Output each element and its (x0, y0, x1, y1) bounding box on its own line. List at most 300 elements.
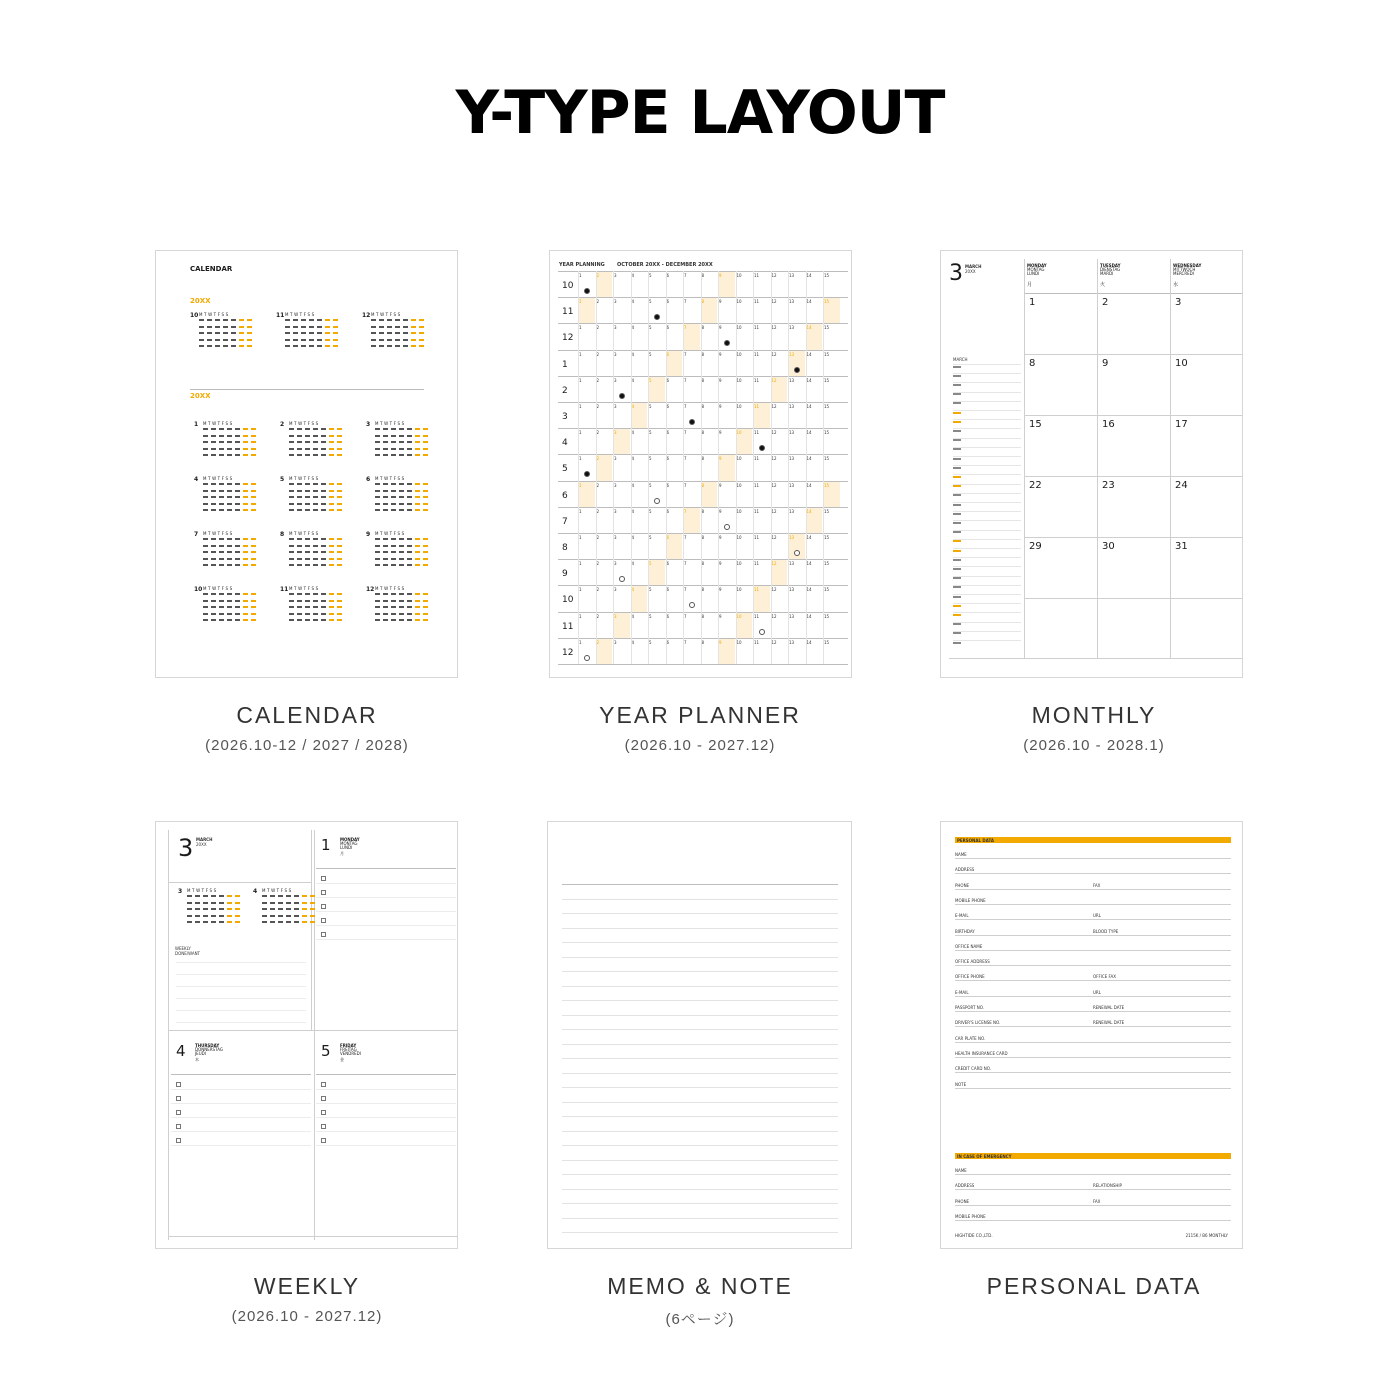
monthly-side-day (953, 550, 961, 552)
planner-month: 8 (562, 543, 568, 553)
weekly-task-line (316, 939, 456, 940)
planner-cell-num: 5 (649, 613, 652, 619)
mini-month-b-day (313, 538, 318, 540)
planner-col-line (683, 323, 684, 349)
mini-month-b-week (375, 538, 431, 540)
planner-col-line (596, 612, 597, 638)
mini-month-b-day (423, 613, 428, 615)
mini-month-b-day (407, 441, 412, 443)
planner-cell-num: 10 (736, 561, 742, 567)
mini-month-b-week (203, 435, 259, 437)
planner-cell-num: 4 (631, 325, 635, 331)
monthly-day-alt1: MITTWOCH (1173, 267, 1196, 272)
mini-month-b-day (329, 435, 334, 437)
mini-month-a-day (239, 339, 244, 341)
memo-line (562, 1131, 838, 1132)
calendar-year-b: 20XX (190, 392, 211, 400)
planner-cell-num: 2 (596, 273, 600, 278)
mini-month-a-week (285, 326, 341, 328)
mini-month-b-day (337, 448, 342, 450)
mini-month-b-day (305, 490, 310, 492)
weekly-mini-month-day (227, 895, 232, 897)
planner-col-line (613, 402, 614, 428)
planner-moon-dot (724, 524, 730, 530)
planner-cell-num: 3 (614, 508, 617, 514)
monthly-side-line (953, 576, 1021, 577)
mini-month-a-day (231, 345, 236, 347)
mini-month-a-day (395, 339, 400, 341)
mini-month-b-day (383, 564, 388, 566)
mini-month-b-day (211, 619, 216, 621)
mini-month-b-day (337, 490, 342, 492)
mini-month-b-day (251, 545, 256, 547)
planner-cell-num: 7 (684, 639, 687, 645)
mini-month-b-day (297, 558, 302, 560)
mini-month-b-day (329, 454, 334, 456)
mini-month-b-label: 8 (280, 531, 285, 538)
planner-cell-num: 12 (771, 273, 777, 278)
mini-month-b-day (391, 551, 396, 553)
weekly-mini-month-day (270, 902, 275, 904)
year-planner-page-preview (549, 250, 852, 678)
mini-month-a-day (293, 339, 298, 341)
mini-month-b-day (423, 483, 428, 485)
weekly-day-num: 1 (321, 836, 331, 854)
planner-col-line (753, 428, 754, 454)
mini-month-b-day (391, 564, 396, 566)
memo-line (562, 1029, 838, 1030)
mini-month-b-day (337, 509, 342, 511)
planner-cell-num: 12 (771, 325, 777, 331)
mini-month-b-day (203, 606, 208, 608)
mini-month-b-day (375, 448, 380, 450)
planner-col-line (718, 454, 719, 480)
planner-cell-num: 7 (684, 482, 687, 488)
mini-month-a-day (301, 319, 306, 321)
weekly-mini-month-day (286, 915, 291, 917)
mini-month-b-day (297, 564, 302, 566)
monthly-date: 15 (1029, 419, 1042, 430)
mini-month-b-week (375, 545, 431, 547)
planner-col-line (666, 507, 667, 533)
mini-month-a-day (301, 326, 306, 328)
mini-month-b-day (383, 435, 388, 437)
monthly-side-line (953, 594, 1021, 595)
planner-col-line (613, 297, 614, 323)
emergency-field-label-right: RELATIONSHIP (1093, 1183, 1122, 1189)
planner-col-line (736, 559, 737, 585)
memo-line (562, 1189, 838, 1190)
planner-cell-num: 15 (824, 377, 830, 383)
planner-col-line (788, 297, 789, 323)
mini-month-a-day (379, 345, 384, 347)
planner-cell-num: 11 (754, 351, 760, 357)
planner-col-line (666, 297, 667, 323)
monthly-side-day (953, 439, 961, 441)
planner-cell-num: 7 (684, 430, 687, 436)
mini-month-b-day (383, 551, 388, 553)
planner-col-line (578, 350, 579, 376)
mini-month-a-day (301, 339, 306, 341)
weekly-mini-month-day (302, 895, 307, 897)
mini-month-b-day (383, 428, 388, 430)
mini-month-b-day (305, 564, 310, 566)
mini-month-b-day (289, 448, 294, 450)
monthly-side-day (953, 605, 961, 607)
mini-month-b-day (383, 496, 388, 498)
planner-cell-num: 12 (771, 587, 777, 593)
mini-month-b-week (289, 600, 345, 602)
monthly-date: 10 (1175, 358, 1188, 369)
mini-month-b-label: 4 (194, 476, 199, 483)
mini-month-b-day (423, 428, 428, 430)
planner-cell-num: 15 (824, 273, 830, 278)
mini-month-b-day (243, 564, 248, 566)
mini-month-a-day (395, 332, 400, 334)
weekly-day-jp: 木 (195, 1057, 199, 1062)
planner-col-line (736, 376, 737, 402)
weekly-checkbox-icon (321, 1082, 326, 1087)
planner-moon-dot (724, 340, 730, 346)
mini-month-b-day (251, 454, 256, 456)
planner-cell-num: 7 (684, 613, 687, 619)
planner-cell-num: 8 (701, 613, 705, 619)
mini-month-a-day (403, 339, 408, 341)
mini-month-b-day (415, 564, 420, 566)
mini-month-a-day (293, 345, 298, 347)
planner-col-line (648, 428, 649, 454)
planner-col-line (701, 271, 702, 297)
planner-col-line (823, 454, 824, 480)
planner-col-line (596, 559, 597, 585)
mini-month-a-day (293, 332, 298, 334)
mini-month-b-week (375, 619, 431, 621)
planner-cell-num: 5 (649, 639, 652, 645)
weekly-mini-month-day (235, 902, 240, 904)
mini-month-b-week (375, 490, 431, 492)
planner-cell-num: 14 (806, 351, 812, 357)
mini-month-b-day (305, 600, 310, 602)
mini-month-b-day (235, 496, 240, 498)
planner-col-line (806, 376, 807, 402)
mini-month-a-week (199, 332, 255, 334)
monthly-side-line (953, 474, 1021, 475)
mini-month-b-day (305, 606, 310, 608)
planner-cell-num: 10 (736, 639, 742, 645)
mini-month-a-week (371, 345, 427, 347)
mini-month-b-day (289, 600, 294, 602)
mini-month-a-day (239, 345, 244, 347)
planner-col-line (683, 428, 684, 454)
mini-month-b-day (235, 564, 240, 566)
weekly-h-line (168, 1030, 458, 1031)
planner-col-line (666, 323, 667, 349)
weekly-mini-month-day (294, 902, 299, 904)
planner-col-line (596, 533, 597, 559)
mini-month-b-day (289, 490, 294, 492)
mini-month-a-day (387, 339, 392, 341)
monthly-side-day (953, 540, 961, 542)
personal-field-line (955, 1088, 1231, 1089)
planner-cell-num: 13 (789, 482, 795, 488)
mini-month-a-day (419, 345, 424, 347)
planner-col-line (771, 376, 772, 402)
planner-cell-num: 7 (684, 351, 687, 357)
planner-col-line (771, 533, 772, 559)
monthly-day-name: MONDAY (1027, 263, 1047, 268)
mini-month-b-week (289, 564, 345, 566)
mini-month-b-day (289, 551, 294, 553)
mini-month-b-day (243, 503, 248, 505)
personal-field-line (955, 1072, 1231, 1073)
planner-cell-num: 7 (684, 273, 687, 278)
mini-month-b-day (321, 600, 326, 602)
mini-month-a-day (379, 319, 384, 321)
personal-field-label: NAME (955, 852, 967, 857)
planner-cell-num: 14 (806, 456, 812, 462)
planner-col-line (753, 454, 754, 480)
planner-col-line (771, 428, 772, 454)
planner-col-line (788, 533, 789, 559)
mini-month-b-day (235, 428, 240, 430)
planner-col-line (578, 402, 579, 428)
planner-col-line (683, 297, 684, 323)
planner-col-line (631, 559, 632, 585)
mini-month-b-day (313, 545, 318, 547)
planner-month: 9 (562, 569, 568, 580)
mini-month-b-week (289, 454, 345, 456)
mini-month-b-day (313, 619, 318, 621)
mini-month-a-day (309, 332, 314, 334)
mini-month-b-day (243, 551, 248, 553)
weekly-week-label2: DONE/WANT (175, 951, 201, 956)
planner-heading: YEAR PLANNING (559, 262, 605, 268)
emergency-field-label: MOBILE PHONE (955, 1213, 986, 1219)
planner-cell-num: 12 (771, 639, 777, 645)
monthly-day-jp: 水 (1173, 282, 1179, 288)
planner-col-line (718, 376, 719, 402)
mini-month-b-day (383, 503, 388, 505)
monthly-side-line (953, 622, 1021, 623)
mini-month-b-day (251, 509, 256, 511)
weekly-mini-month (253, 888, 323, 932)
planner-col-line (753, 507, 754, 533)
mini-month-b-day (423, 454, 428, 456)
memo-line (562, 928, 838, 929)
planner-cell-num: 2 (596, 561, 600, 567)
mini-month-b-day (297, 503, 302, 505)
weekly-mini-month-week (262, 921, 318, 923)
monthly-date: 22 (1029, 480, 1042, 491)
mini-month-b (366, 476, 436, 520)
mini-month-b-day (235, 551, 240, 553)
mini-month-b-day (375, 435, 380, 437)
mini-month-a-day (301, 332, 306, 334)
mini-month-a-week (371, 319, 427, 321)
mini-month-b-day (251, 483, 256, 485)
planner-cell-num: 5 (649, 351, 652, 357)
planner-cell-num: 4 (631, 404, 635, 409)
planner-cell-num: 8 (701, 561, 705, 567)
weekly-mini-month-label: 4 (253, 888, 258, 895)
mini-month-b-day (219, 428, 224, 430)
mini-month-a-day (285, 319, 290, 321)
mini-month-b-day (203, 483, 208, 485)
mini-month-b-week (203, 613, 259, 615)
planner-month: 12 (562, 647, 574, 658)
planner-cell-num: 14 (806, 299, 812, 305)
mini-month-b-day (289, 606, 294, 608)
mini-month-b-day (399, 454, 404, 456)
mini-month-b-day (329, 503, 334, 505)
mini-month-b-day (219, 441, 224, 443)
weekly-checkbox-icon (321, 1110, 326, 1115)
mini-month-b-day (297, 545, 302, 547)
mini-month-b-week (203, 441, 259, 443)
weekly-mini-month-day (294, 915, 299, 917)
mini-month-a-week (371, 326, 427, 328)
planner-cell-num: 10 (736, 273, 742, 278)
memo-caption (500, 1273, 900, 1329)
planner-cell-num: 2 (596, 587, 600, 593)
planner-col-line (788, 612, 789, 638)
mini-month-b (366, 586, 436, 630)
planner-cell-num: 1 (579, 299, 582, 305)
mini-month-b (194, 586, 264, 630)
mini-month-b-day (337, 551, 342, 553)
weekly-checkbox-icon (321, 932, 326, 937)
mini-month-b-day (399, 613, 404, 615)
mini-month-b-day (383, 545, 388, 547)
mini-month-b-day (407, 619, 412, 621)
mini-month-a-day (285, 326, 290, 328)
mini-month-b-day (375, 428, 380, 430)
mini-month-b-week (289, 496, 345, 498)
planner-col-line (613, 559, 614, 585)
weekly-mini-month-day (195, 902, 200, 904)
mini-month-b-day (235, 483, 240, 485)
monthly-day-alt2: LUNDI (1027, 271, 1040, 276)
mini-month-b-day (415, 496, 420, 498)
weekly-task-line (316, 1103, 456, 1104)
planner-cell-num: 14 (806, 639, 812, 645)
mini-month-a-day (419, 332, 424, 334)
planner-cell-num: 8 (701, 456, 705, 462)
emergency-field-line (955, 1220, 1231, 1221)
planner-cell-num: 6 (666, 273, 670, 278)
planner-cell-num: 14 (806, 482, 812, 488)
planner-cell-num: 9 (719, 404, 722, 409)
planner-cell-num: 13 (789, 639, 795, 645)
monthly-side-day (953, 366, 961, 368)
memo-line (562, 1073, 838, 1074)
mini-month-a-day (403, 345, 408, 347)
planner-cell-num: 11 (754, 482, 760, 488)
planner-col-line (788, 507, 789, 533)
planner-cell-num: 12 (771, 508, 777, 514)
mini-month-a-week (199, 319, 255, 321)
mini-month-b-day (211, 441, 216, 443)
monthly-date: 2 (1102, 297, 1109, 308)
planner-moon-dot (584, 655, 590, 661)
memo-line (562, 1203, 838, 1204)
planner-cell-num: 2 (596, 639, 600, 645)
planner-col-line (683, 481, 684, 507)
mini-month-b-day (383, 509, 388, 511)
personal-field-label-right: RENEWAL DATE (1093, 1005, 1125, 1010)
planner-cell-num: 13 (789, 325, 795, 331)
mini-month-b-day (251, 441, 256, 443)
mini-month-b-day (313, 428, 318, 430)
mini-month-a-day (325, 339, 330, 341)
planner-cell-num: 4 (631, 587, 635, 593)
mini-month-b-day (329, 496, 334, 498)
mini-month-b-day (399, 448, 404, 450)
memo-line (562, 1087, 838, 1088)
mini-month-a-day (325, 345, 330, 347)
weekly-mini-month-day (278, 915, 283, 917)
monthly-day-alt1: MONTAG (1027, 267, 1045, 272)
planner-moon-dot (794, 367, 800, 373)
mini-month-b-day (289, 613, 294, 615)
weekly-mini-month-week (262, 915, 318, 917)
planner-col-line (648, 323, 649, 349)
weekly-mini-month-day (262, 908, 267, 910)
planner-cell-num: 14 (806, 535, 812, 540)
mini-month-b-day (227, 551, 232, 553)
mini-month-a-day (411, 339, 416, 341)
planner-cell-num: 5 (649, 482, 652, 488)
planner-col-line (823, 612, 824, 638)
mini-month-b-day (321, 558, 326, 560)
mini-month-b-week (375, 448, 431, 450)
mini-month-b-day (235, 538, 240, 540)
calendar-label: CALENDAR (236, 702, 378, 728)
planner-col-line (683, 612, 684, 638)
planner-col-line (788, 559, 789, 585)
mini-month-b-day (321, 428, 326, 430)
mini-month-a-week (285, 332, 341, 334)
weekly-mini-month-day (270, 908, 275, 910)
planner-col-line (788, 350, 789, 376)
planner-col-line (701, 585, 702, 611)
mini-month-b-day (337, 613, 342, 615)
planner-cell-num: 7 (684, 377, 687, 383)
planner-cell-num: 7 (684, 561, 687, 567)
mini-month-b-day (227, 600, 232, 602)
planner-col-line (753, 297, 754, 323)
planner-month: 10 (562, 595, 574, 606)
mini-month-a-day (317, 319, 322, 321)
mini-month-b-day (383, 454, 388, 456)
memo-line (562, 1145, 838, 1146)
planner-col-line (578, 297, 579, 323)
mini-month-b-day (399, 503, 404, 505)
planner-month: 6 (562, 490, 568, 501)
planner-cell-num: 7 (684, 404, 687, 409)
mini-month-b-day (329, 600, 334, 602)
monthly-year: 20XX (965, 269, 976, 274)
mini-month-b-day (211, 558, 216, 560)
mini-month-b-day (219, 483, 224, 485)
monthly-side-line (953, 465, 1021, 466)
mini-month-b-day (243, 454, 248, 456)
planner-col-line (753, 559, 754, 585)
planner-col-line (718, 297, 719, 323)
mini-month-b (280, 476, 350, 520)
mini-month-b-day (297, 606, 302, 608)
planner-cell-num: 10 (736, 587, 742, 593)
